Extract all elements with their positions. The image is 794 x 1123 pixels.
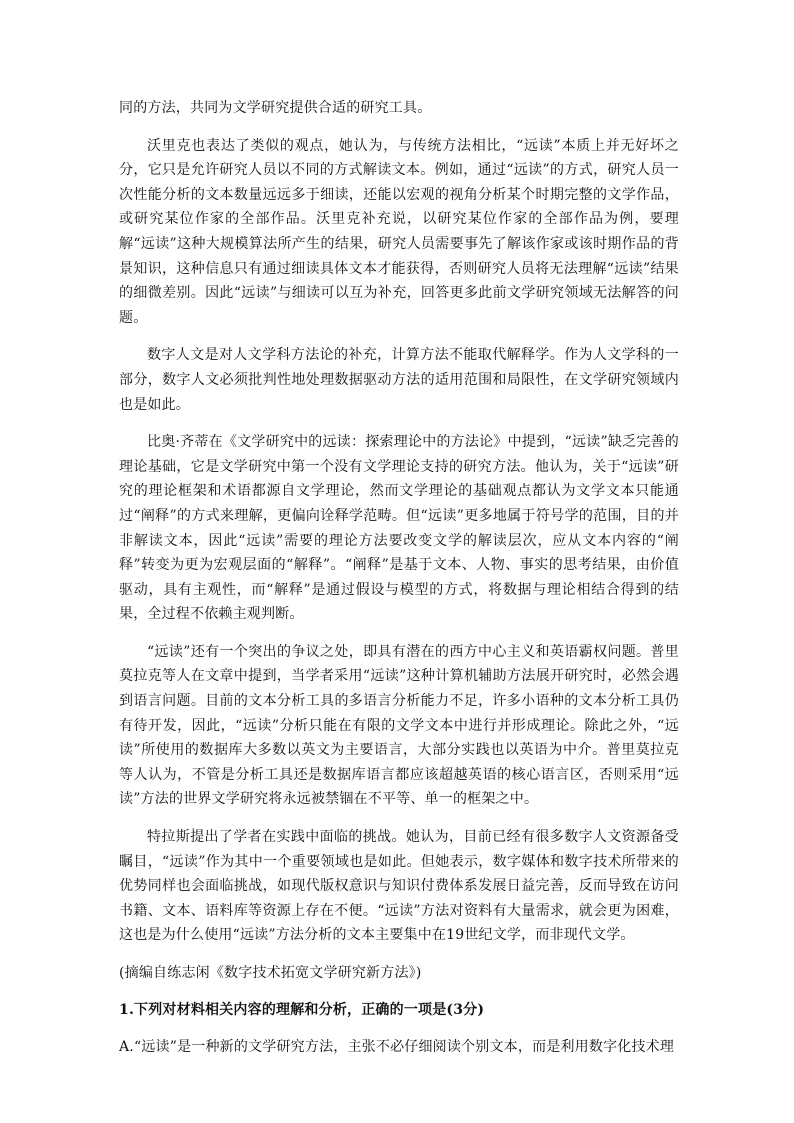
option-a: A.“远读”是一种新的文学研究方法，主张不必仔细阅读个别文本，而是利用数字化技术理 <box>119 1039 675 1055</box>
paragraph-warwick: 沃里克也表达了类似的观点，她认为，与传统方法相比，“远读”本质上并无好坏之分，它只是允许研究人员以不同的方式解读文本。例如，通过“远读”的方式，研究人员一次性能分析的文本数量远远多于细读，还能以宏观的视角分析某个时期完整的文学作品，或研究某位作家的全部作品。沃里克补充说，以研究某位作家的全部作品为例，要理解“远读”这种大规模算法所产生的结果，研究人员需要事先了解该作家或该时期作品的背景知识，这种信息只有通过细读具体文本才能获得，否则研究人员将无法理解“远读”结果的细微差别。因此“远读”与细读可以互为补充，回答更多此前文学研究领域无法解答的问题。 <box>119 137 679 326</box>
source-citation: (摘编自练志闲《数字技术拓宽文学研究新方法》) <box>119 965 422 981</box>
document-body <box>119 96 679 1059</box>
paragraph-digital-humanities: 数字人文是对人文学科方法论的补充，计算方法不能取代解释学。作为人文学科的一部分，数字人文必须批判性地处理数据驱动方法的适用范围和局限性，在文学研究领域内也是如此。 <box>119 347 679 413</box>
question-1: 1.下列对材料相关内容的理解和分析，正确的一项是(3分) <box>119 1002 485 1018</box>
paragraph-ciotti: 比奥·齐蒂在《文学研究中的远读：探索理论中的方法论》中提到，“远读”缺乏完善的理论基础，它是文学研究中第一个没有文学理论支持的研究方法。他认为，关于“远读”研究的理论框架和术语都源自文学理论，然而文学理论的基础观点都认为文学文本只能通过“阐释”的方式来理解，更偏向诠释学范畴。但“远读”更多地属于符号学的范围，目的并非解读文本，因此“远读”需要的理论方法要改变文学的解读层次，应从文本内容的“阐释”转变为更为宏观层面的“解释”。“阐释”是基于文本、人物、事实的思考结果，由价值驱动，具有主观性，而“解释”是通过假设与模型的方式，将数据与理论相结合得到的结果，全过程不依赖主观判断。 <box>119 434 679 623</box>
paragraph-primorac: “远读”还有一个突出的争议之处，即具有潜在的西方中心主义和英语霸权问题。普里莫拉克等人在文章中提到，当学者采用“远读”这种计算机辅助方法展开研究时，必然会遇到语言问题。目前的文本分析工具的多语言分析能力不足，许多小语种的文本分析工具仍有待开发，因此，“远读”分析只能在有限的文学文本中进行并形成理论。除此之外，“远读”所使用的数据库大多数以英文为主要语言，大部分实践也以英语为中介。普里莫拉克等人认为，不管是分析工具还是数据库语言都应该超越英语的核心语言区，否则采用“远读”方法的世界文学研究将永远被禁锢在不平等、单一的框架之中。 <box>119 643 679 808</box>
paragraph-terras: 特拉斯提出了学者在实践中面临的挑战。她认为，目前已经有很多数字人文资源备受瞩目，“远读”作为其中一个重要领域也是如此。但她表示，数字媒体和数字技术所带来的优势同样也会面临挑战，如现代版权意识与知识付费体系发展日益完善，反而导致在访问书籍、文本、语料库等资源上存在不便。“远读”方法对资料有大量需求，就会更为困难，这也是为什么使用“远读”方法分析的文本主要集中在19世纪文学，而非现代文学。 <box>119 829 679 944</box>
paragraph-continuation: 同的方法，共同为文学研究提供合适的研究工具。 <box>119 100 432 116</box>
